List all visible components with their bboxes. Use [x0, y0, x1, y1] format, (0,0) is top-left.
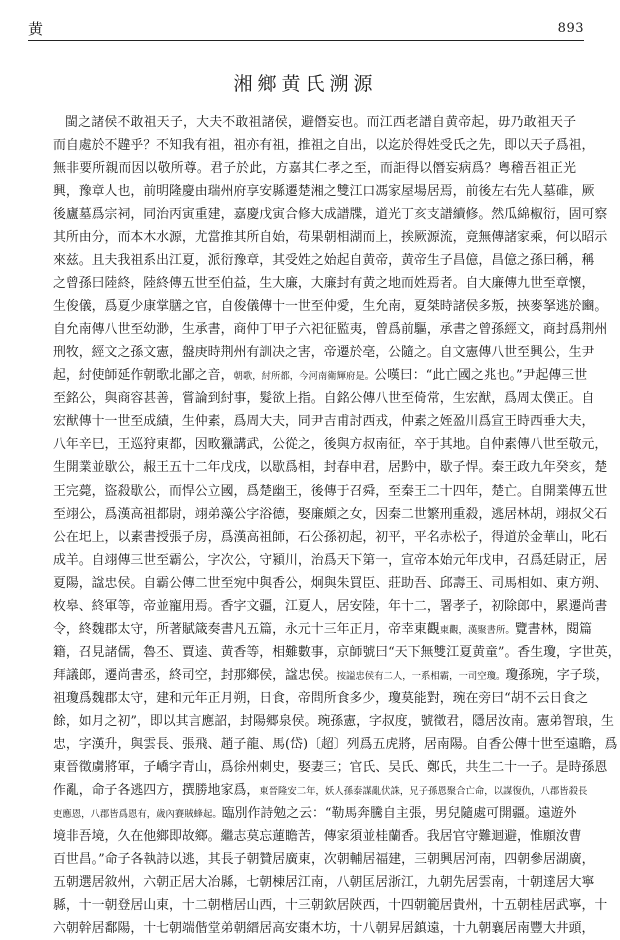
line-text: 自允南傳八世至幼渺，生承書，商仲丁甲子六祀征監夷，曾爲前驅，承書之曾孫經文，商封爲荆州 [53, 322, 608, 338]
line-note: 吏應恩，八郡皆爲恩有，歲內賽賊蜂起。 [53, 808, 222, 820]
line-text: 後廬墓爲宗祠，同治丙寅重建，嘉慶戊寅合修大成譜牒，道光丁亥支譜續修。然瓜綿椒衍，固可察 [53, 207, 608, 223]
line-text: 閩之諸侯不敢祖天子，大夫不敢祖諸侯，避僭妄也。而江西老譜自黄帝起，毋乃敢祖天子 [65, 115, 576, 130]
line-text: 其所由分，而本木水源，尤當推其所自始，苟果朝相湖而上，挨厥源流，竟無傳諸家乘，何以昭示 [53, 230, 608, 246]
text-line [53, 710, 614, 733]
line-text: 至翊公，爲漢高祖都尉，翊弟藻公字浴德，娶廉頗之女，因秦二世繁刑重殺，逃居林胡，翊叔父石 [53, 506, 608, 522]
text-line [53, 687, 589, 710]
text-line [53, 733, 618, 756]
line-text: 王完薨，盜殺歇公，而悍公立國，爲楚幽王，後傳于召舜，至秦王二十四年，楚亡。自開業傳五世 [53, 483, 608, 499]
text-line [53, 456, 608, 479]
line-text: 興，豫章人也，前明隆慶由瑞州府享安縣遷楚湘之雙江口馮家屋場居焉，前後左右先人墓碓，厥 [53, 184, 595, 200]
line-text: 來兹。且夫我祖系出江夏，派衍豫章，其受姓之始起自黄帝，黄帝生子昌億，昌億之孫曰稱，稱 [53, 253, 595, 269]
text-line [53, 871, 595, 894]
text-line [53, 756, 608, 779]
line-text: 起，紂使師延作朝歌北鄙之音， [53, 368, 234, 384]
text-line [53, 825, 582, 848]
text-line [53, 779, 588, 802]
text-line [53, 549, 608, 572]
line-text: 百世昌。”命子各執詩以逃，其長子朝贊居廣東，次朝輔居福建，三朝興居河南，四朝參居湖廣， [53, 852, 595, 867]
line-tail: 瓊孫琬，字子琰， [505, 667, 609, 683]
line-text-rest: 臨別作詩勉之云：“勒馬奔騰自主張，男兒隨處可開疆。遠遊外 [221, 805, 577, 821]
line-text: 之曾孫曰陸終，陸終傳五世至伯益，生大廉，大廉封有黄之地而姓焉者。自大廉傳九世至章懷， [53, 276, 595, 292]
line-note: 東晉隆安二年，妖人孫泰謀亂伏誅，兄子孫恩聚合亡命，以謀復仇，八郡皆殺長 [259, 785, 588, 797]
text-line [53, 111, 576, 134]
line-text: 令，終魏郡太守，所著賦箴奏書凡五篇，永元十三年正月，帝幸東觀 [53, 621, 440, 637]
line-text: 六朝幹居鄱陽，十七朝端偕堂弟朝縉居高安棗木坊，十八朝昇居鎮遠，十九朝襄居南豐大井頭， [53, 921, 595, 937]
line-text: 刑牧，經文之孫文憲，盤庚時荆州有訓决之害，帝遷於亳，公隨之。自文憲傳八世至興公，生尹 [53, 345, 595, 361]
line-note: 按謚忠侯有二人，一系相霸，一司空瓊。 [336, 670, 506, 682]
line-text: 作亂，命子各逃四方，撰勝地家爲， [53, 782, 260, 798]
line-text: 至銘公，與商容甚善，嘗論到紂事，髮欲上指。自銘公傳八世至倚常，生宏猷，爲周太僕正。自 [53, 391, 595, 407]
text-line [53, 180, 595, 203]
text-line [53, 341, 595, 364]
header-char: 黄 [28, 20, 44, 38]
line-text: 而自處於不韙乎？不知我有祖，祖亦有祖，推祖之自出，以迄於得姓受氏之先，即以天子爲祖， [53, 138, 595, 154]
text-line [53, 503, 608, 526]
header-rule [28, 40, 584, 41]
section-title: 湘鄉黄氏溯源 [233, 73, 378, 95]
line-tail: 覽書林，閱篇 [514, 621, 593, 637]
text-line [53, 157, 576, 180]
text-line [53, 894, 608, 917]
line-text: 五朝選居敘州，六朝正居大冶縣，七朝棟居江南，八朝匡居浙江，九朝先居雲南，十朝達居大寧 [53, 875, 595, 891]
text-line [53, 295, 608, 318]
body-text [53, 111, 620, 940]
text-line [53, 433, 608, 456]
line-text: 生俊儀，爲夏少康掌膳之官，自俊儀傳十一世至仲愛，生允南，夏桀時諸侯多叛，挾麥拏逃於豳。 [53, 299, 608, 315]
text-line [53, 572, 608, 595]
text-line [53, 664, 609, 687]
text-line [53, 203, 608, 226]
line-text: 忠，字漢升，與雲長、張飛、趙子龍、馬(岱)〔超〕列爲五虎將，居南陽。自香公傳十世至遠瞻，爲 [53, 736, 618, 752]
line-text: 八年辛巳，王巡狩東都，因畋獵講武，公從之，後與方叔南征，卒于其地。自仲素傳八世至敬元， [53, 437, 608, 453]
line-text [53, 806, 576, 821]
line-text: 餘，如月之初”，即以其言應詔，封陽郷泉侯。琬孫憲，字叔度，號徵君，隱居汝南。憲弟智琅，生 [53, 713, 614, 729]
text-line [53, 641, 620, 664]
text-line [53, 410, 595, 433]
line-note: 東觀，漢聚書所。 [439, 624, 515, 636]
line-text: 公在圯上，以素書授張子房，爲漢高祖師，石公孫初起，初平，平名赤松子，得道於金華山，叱石 [53, 529, 608, 545]
line-text: 祖瓊爲魏郡太守，建和元年正月朔，日食，帝問所食多少，瓊莫能對，琬在旁曰“胡不云日食之 [53, 690, 589, 706]
line-text: 縣，十一朝登居山東，十二朝楷居山西，十三朝欽居陝西，十四朝範居貴州，十五朝桂居武寧，十 [53, 898, 608, 914]
text-line [53, 480, 608, 503]
line-text: 枚皋、終軍等，帝並寵用焉。香字文疆，江夏人，居安陸，年十二，署孝子，初除郎中，累遷尚書 [53, 598, 608, 614]
line-text: 拜議郎，遷尚書丞，終司空，封那鄉侯，諡忠侯。 [53, 667, 337, 683]
text-line [53, 318, 608, 341]
text-line [53, 526, 608, 549]
line-text: 東晉徵虜將軍，子嶠字青山，爲徐州刺史，娶妻三；官氏、吴氏、鄭氏，共生二十一子。是時孫恩 [53, 759, 608, 775]
text-line [53, 272, 595, 295]
line-text: 籍，召見諸儒，魯丕、賈逵、黄香等，相難數事，京師號曰“天下無雙江夏黄童”。香生瓊，字世英， [53, 644, 620, 660]
line-text: 無非要所親而因以敬所尊。君子於此，方嘉其仁孝之至，而詎得以僭妄病爲？粵稽吾祖正光 [53, 161, 576, 177]
page-header [28, 16, 584, 38]
text-line [53, 848, 595, 871]
line-note: 朝歌，紂所都，今河南衛輝府是。 [233, 371, 375, 383]
text-line [53, 364, 588, 387]
text-line [53, 249, 595, 272]
line-text: 生開業並歇公，赧王五十二年戊戌，以歇爲相，封春申君，居黔中，歇子悍。秦王政九年癸亥，楚 [53, 460, 608, 476]
text-line [53, 618, 593, 641]
line-text: 成羊。自翊傳三世至霸公，字次公，守潁川，治爲天下第一，宣帝本始元年戊申，召爲廷尉正，居 [53, 552, 608, 568]
text-line [53, 595, 608, 618]
text-line [53, 917, 595, 940]
line-text: 境非吾境，久在他鄉即故鄉。繼志莫忘蓮瞻苦，傳家須並桂蘭香。我居官守難迴避，惟願汝曹 [53, 828, 582, 844]
text-line [53, 802, 576, 825]
line-text: 夏陽，諡忠侯。自霸公傳二世至宛中與香公，炯與朱買臣、莊助吾、邱壽王、司馬相如、東方朔、 [53, 575, 608, 591]
line-tail: 公嘆曰：“此亡國之兆也。”尹起傳三世 [374, 368, 588, 384]
text-line [53, 134, 595, 157]
page-number: 893 [557, 21, 584, 36]
line-text: 宏猷傳十一世至成績，生仲素，爲周大夫，同尹吉甫討西戎，仲素之姪盈川爲宣王時西垂大夫， [53, 414, 595, 430]
text-line [53, 226, 608, 249]
text-line [53, 387, 595, 410]
